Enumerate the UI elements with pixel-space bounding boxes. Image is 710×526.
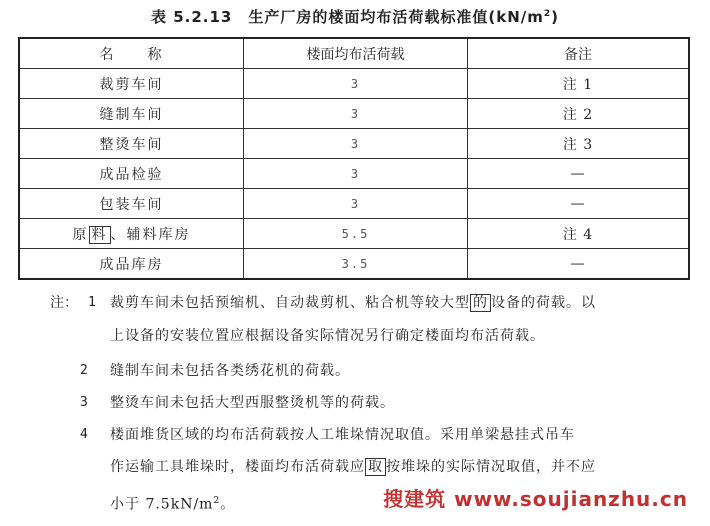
row-name-part: 原 (72, 226, 89, 243)
row-value: 3 (244, 189, 468, 219)
notes-lead: 注： (50, 295, 78, 311)
row-name-part: 、辅料库房 (110, 226, 191, 243)
note-text: 上设备的安装位置应根据设备实际情况另行确定楼面均布活荷载。 (110, 328, 545, 344)
note-text-part: 按堆垛的实际情况取值，并不应 (386, 459, 596, 475)
note-text-part: 。 (220, 496, 236, 513)
note-number: 4 (80, 427, 88, 442)
table-row (19, 219, 689, 249)
row-value: 3 (244, 159, 468, 189)
row-name (19, 219, 244, 249)
table-header-row (19, 38, 689, 69)
table-row (19, 189, 689, 219)
header-load: 楼面均布活荷载 (244, 38, 468, 69)
row-note: — (468, 249, 690, 280)
row-value: 3 (244, 129, 468, 159)
header-name: 名 称 (19, 38, 244, 69)
load-table (18, 37, 690, 280)
note-text-part: 小于 7.5kN/m (110, 496, 214, 513)
table-row (19, 69, 689, 99)
title-superscript: 2 (543, 9, 552, 19)
table-row (19, 99, 689, 129)
note-text-part: 裁剪车间未包括预缩机、自动裁剪机、粘合机等较大型 (110, 295, 470, 311)
table-row (19, 159, 689, 189)
note-text: 楼面堆货区域的均布活荷载按人工堆垛情况取值。采用单梁悬挂式吊车 (110, 427, 575, 443)
unit-superscript: 2 (213, 496, 221, 506)
note-text (110, 488, 235, 518)
note-text-part: 设备的荷载。以 (491, 295, 596, 311)
row-note: 注 2 (468, 99, 690, 129)
table-row (19, 249, 689, 280)
row-name: 裁剪车间 (19, 69, 244, 99)
row-note: — (468, 189, 690, 219)
row-note: 注 3 (468, 129, 690, 159)
row-note: 注 4 (468, 219, 690, 249)
note-text: 整烫车间未包括大型西服整烫机等的荷载。 (110, 395, 395, 411)
row-value: 3 (244, 69, 468, 99)
boxed-character: 料 (89, 226, 111, 244)
row-note: — (468, 159, 690, 189)
watermark: 搜建筑 www.soujianzhu.cn (383, 487, 688, 511)
note-text (110, 454, 596, 480)
row-value: 3 (244, 99, 468, 129)
table-row (19, 129, 689, 159)
boxed-character: 的 (470, 294, 491, 312)
note-number: 3 (80, 395, 88, 410)
row-value: 5.5 (244, 219, 468, 249)
row-note: 注 1 (468, 69, 690, 99)
note-text-part: 作运输工具堆垛时，楼面均布活荷载应 (110, 459, 365, 475)
row-name: 成品检验 (19, 159, 244, 189)
row-value: 3.5 (244, 249, 468, 280)
row-name: 包装车间 (19, 189, 244, 219)
row-name: 缝制车间 (19, 99, 244, 129)
note-text: 缝制车间未包括各类绣花机的荷载。 (110, 363, 350, 379)
note-text (110, 290, 596, 316)
note-number: 2 (80, 363, 88, 378)
note-number: 1 (88, 295, 96, 310)
row-name: 整烫车间 (19, 129, 244, 159)
row-name: 成品库房 (19, 249, 244, 280)
boxed-character: 取 (365, 458, 386, 476)
title-end: ) (551, 8, 559, 26)
header-remark: 备注 (468, 38, 690, 69)
table-title-text: 表 5.2.13 生产厂房的楼面均布活荷载标准值(kN/m (151, 8, 544, 26)
table-title (0, 6, 710, 27)
